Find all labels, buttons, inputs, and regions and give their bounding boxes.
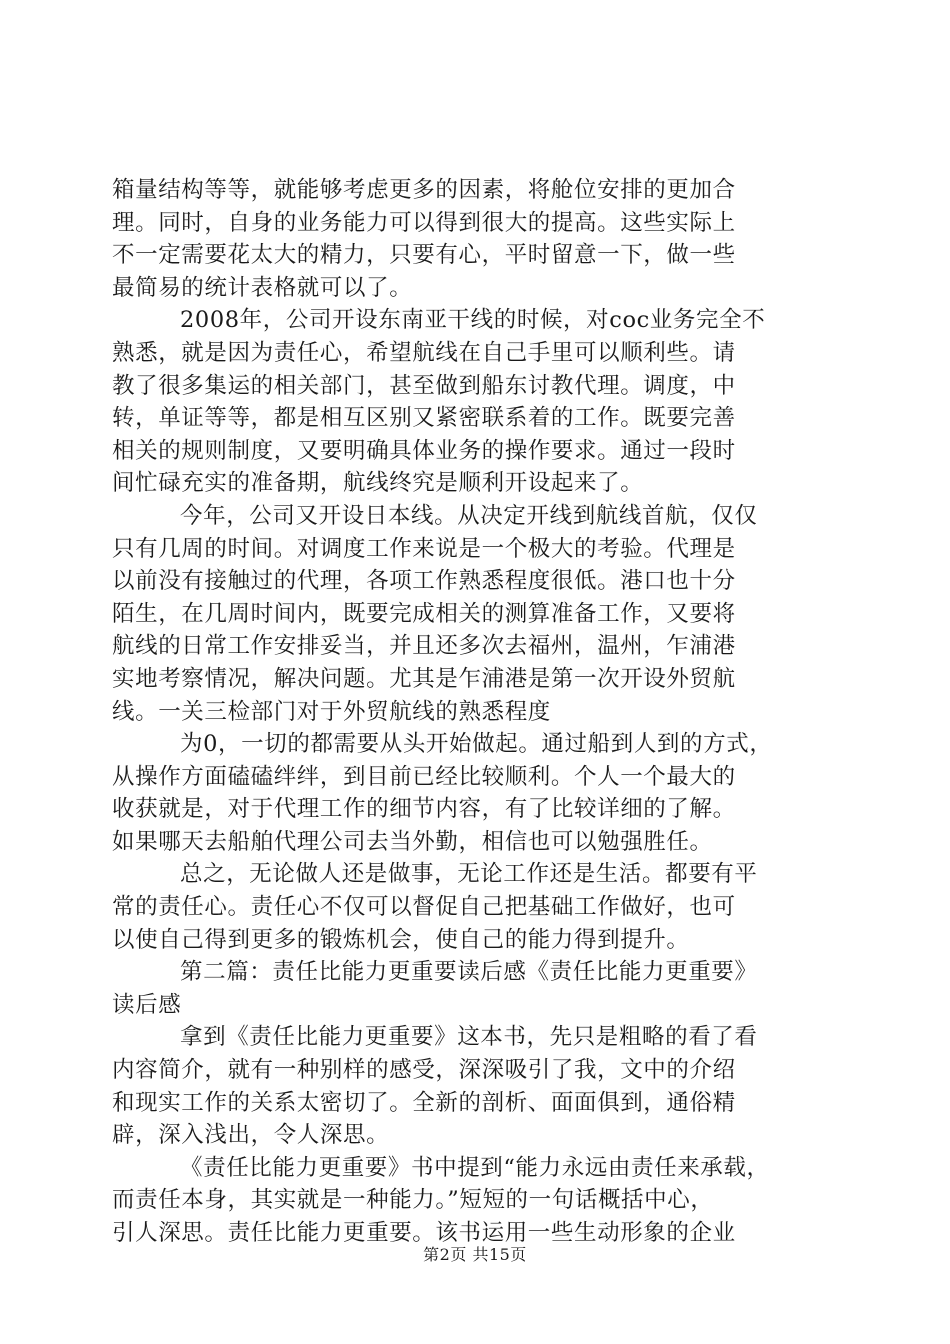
page-footer: 第2页 共15页 [423, 1245, 527, 1264]
text-line: 为0，一切的都需要从头开始做起。通过船到人到的方式， [180, 731, 773, 758]
text-line: 读后感 [112, 991, 182, 1018]
text-line: 实地考察情况，解决问题。尤其是乍浦港是第一次开设外贸航 [112, 665, 736, 692]
text-line: 和现实工作的关系太密切了。全新的剖析、面面俱到，通俗精 [112, 1089, 736, 1116]
text-line: 线。一关三检部门对于外贸航线的熟悉程度 [112, 698, 551, 725]
text-line: 常的责任心。责任心不仅可以督促自己把基础工作做好，也可 [112, 894, 736, 921]
text-line: 《责任比能力更重要》书中提到“能力永远由责任来承载， [180, 1154, 770, 1181]
text-line: 只有几周的时间。对调度工作来说是一个极大的考验。代理是 [112, 535, 736, 562]
text-line: 拿到《责任比能力更重要》这本书，先只是粗略的看了看 [180, 1024, 758, 1051]
text-line: 从操作方面磕磕绊绊，到目前已经比较顺利。个人一个最大的 [112, 763, 736, 790]
text-line: 以使自己得到更多的锻炼机会，使自己的能力得到提升。 [112, 926, 690, 953]
text-line: 2008年，公司开设东南亚干线的时候，对coc业务完全不 [180, 307, 766, 334]
text-line: 第二篇：责任比能力更重要读后感《责任比能力更重要》 [180, 959, 758, 986]
text-line: 如果哪天去船舶代理公司去当外勤，相信也可以勉强胜任。 [112, 828, 713, 855]
text-line: 内容简介，就有一种别样的感受，深深吸引了我，文中的介绍 [112, 1057, 736, 1084]
text-line: 理。同时，自身的业务能力可以得到很大的提高。这些实际上 [112, 209, 736, 236]
text-line: 相关的规则制度，又要明确具体业务的操作要求。通过一段时 [112, 437, 736, 464]
document-body [112, 174, 834, 1250]
text-line: 熟悉，就是因为责任心，希望航线在自己手里可以顺利些。请 [112, 339, 736, 366]
text-line: 以前没有接触过的代理，各项工作熟悉程度很低。港口也十分 [112, 568, 736, 595]
text-line: 引人深思。责任比能力更重要。该书运用一些生动形象的企业 [112, 1220, 736, 1246]
text-line: 而责任本身，其实就是一种能力。”短短的一句话概括中心， [112, 1187, 714, 1214]
text-line: 教了很多集运的相关部门，甚至做到船东讨教代理。调度，中 [112, 372, 736, 399]
text-line: 陌生，在几周时间内，既要完成相关的测算准备工作，又要将 [112, 600, 736, 627]
text-line: 间忙碌充实的准备期，航线终究是顺利开设起来了。 [112, 470, 644, 497]
text-line: 不一定需要花太大的精力，只要有心，平时留意一下，做一些 [112, 242, 736, 269]
text-line: 箱量结构等等，就能够考虑更多的因素，将舱位安排的更加合 [112, 177, 736, 203]
text-line: 转，单证等等，都是相互区别又紧密联系着的工作。既要完善 [112, 405, 736, 432]
text-line: 今年，公司又开设日本线。从决定开线到航线首航，仅仅 [180, 502, 758, 529]
text-line: 辟，深入浅出，令人深思。 [112, 1122, 390, 1149]
text-line: 航线的日常工作安排妥当，并且还多次去福州，温州，乍浦港 [112, 633, 736, 660]
text-line: 收获就是，对于代理工作的细节内容，有了比较详细的了解。 [112, 796, 736, 823]
text-line: 最简易的统计表格就可以了。 [112, 274, 413, 301]
text-line: 总之，无论做人还是做事，无论工作还是生活。都要有平 [180, 861, 758, 888]
